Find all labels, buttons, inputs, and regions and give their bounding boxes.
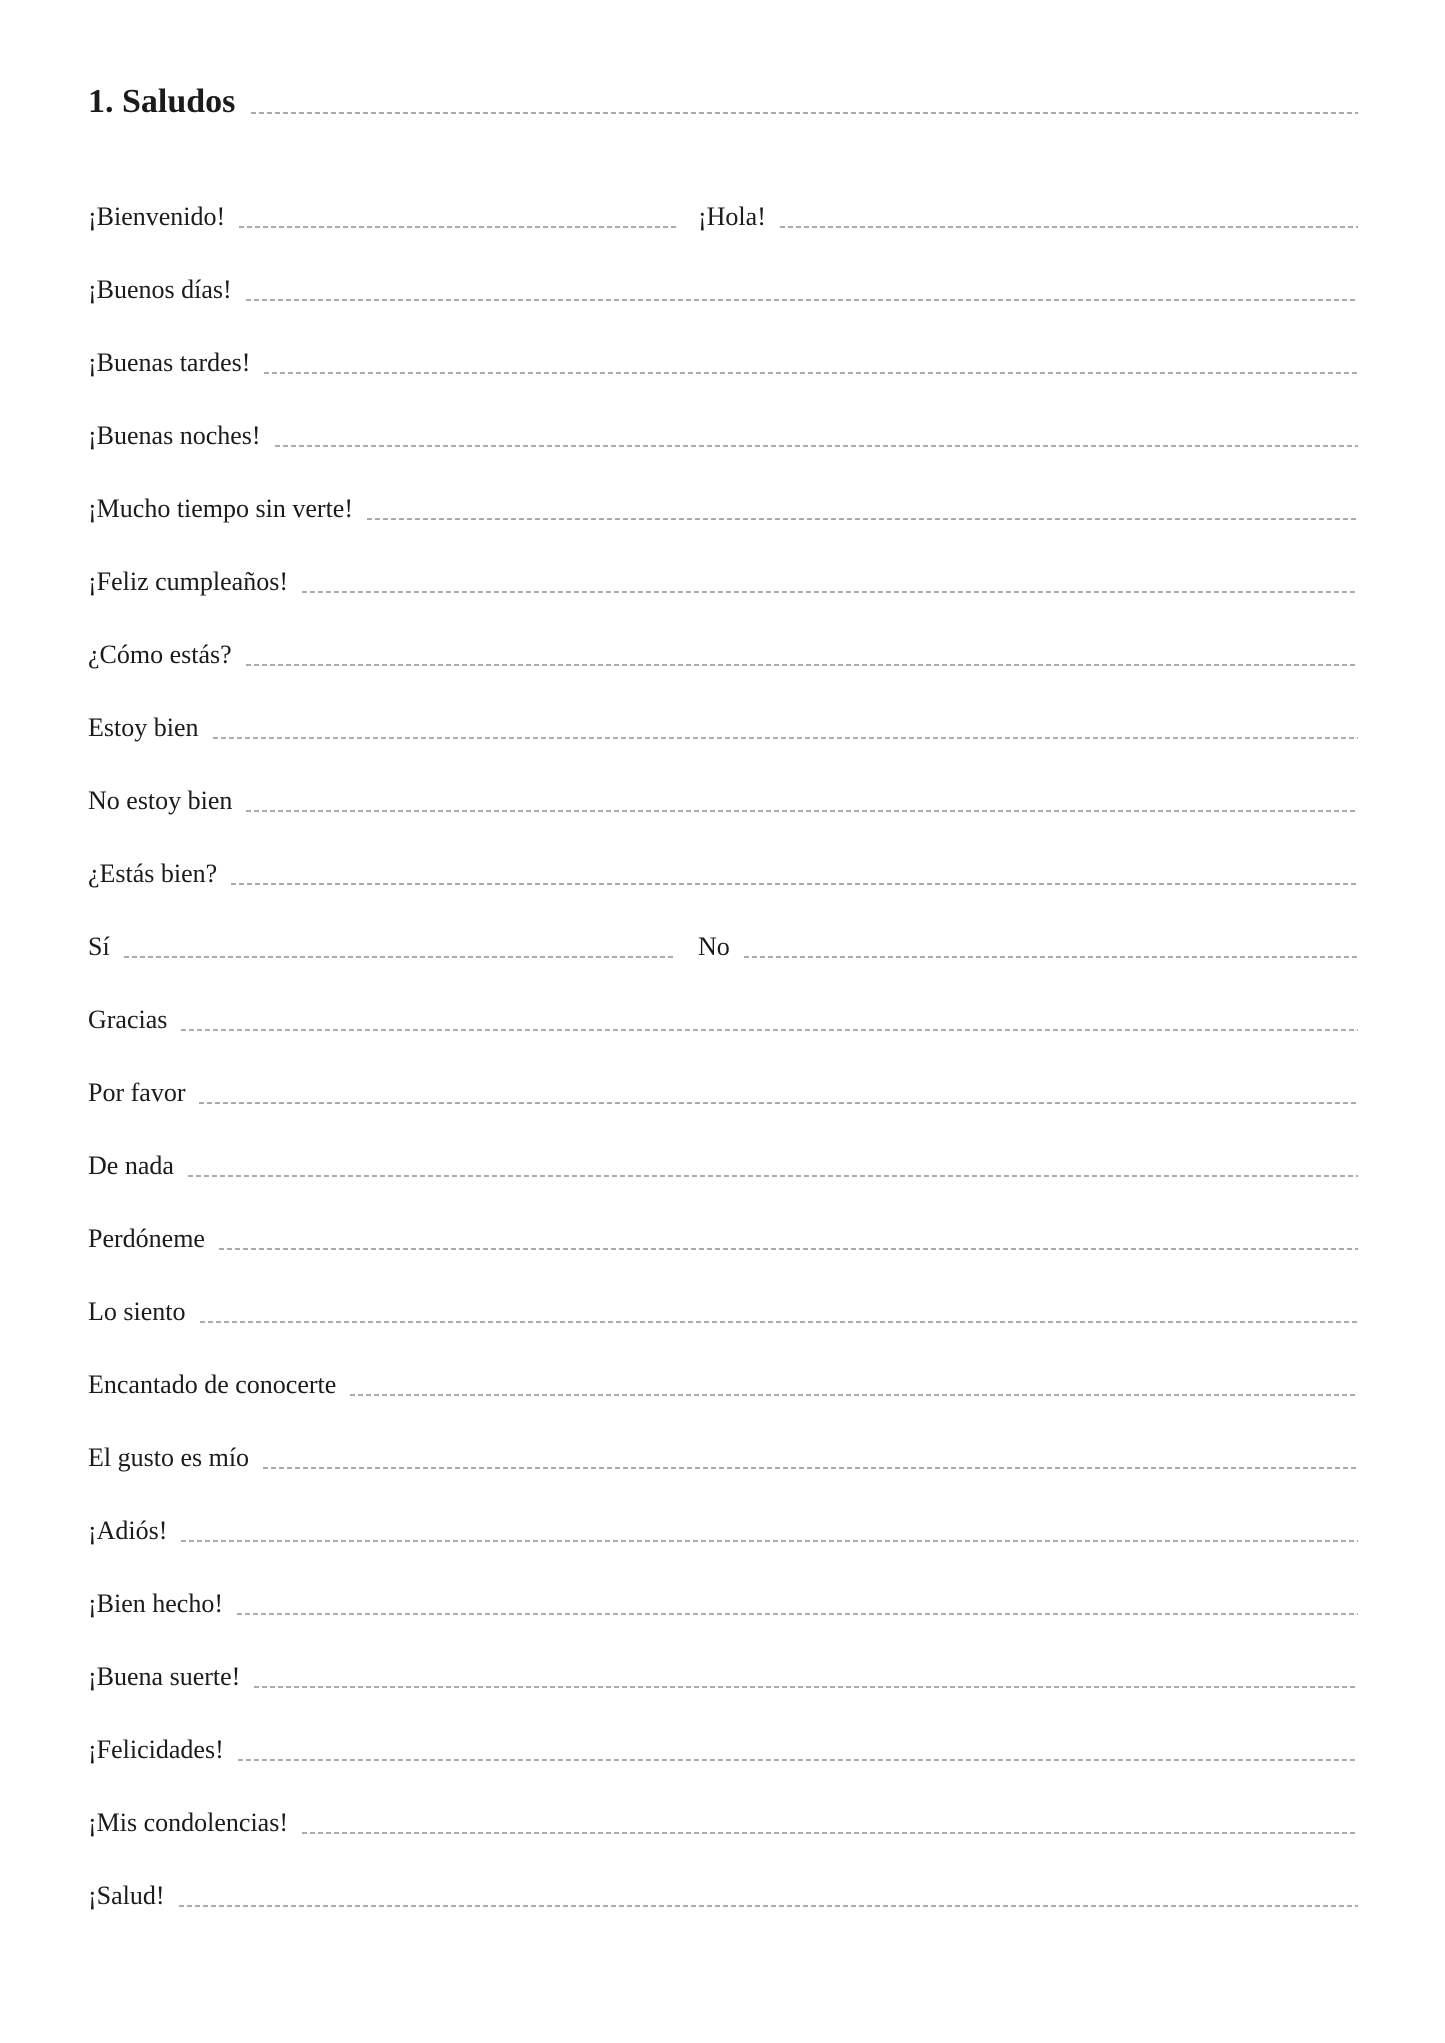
phrase-row: [88, 524, 1358, 597]
phrase-label: ¡Feliz cumpleaños!: [88, 567, 288, 597]
phrase-row: [88, 962, 1358, 1035]
phrase-label: ¿Cómo estás?: [88, 640, 232, 670]
phrase-label: ¡Buena suerte!: [88, 1662, 241, 1692]
page-title: 1. Saludos: [88, 82, 236, 120]
phrase-row: [88, 1327, 1358, 1400]
phrase-label: ¡Buenas tardes!: [88, 348, 251, 378]
answer-line: [239, 226, 676, 228]
phrase-row: [88, 1108, 1358, 1181]
phrase-label: Estoy bien: [88, 713, 199, 743]
phrase-label: ¡Mucho tiempo sin verte!: [88, 494, 353, 524]
phrase-label: Encantado de conocerte: [88, 1370, 337, 1400]
phrase-row: [88, 1254, 1358, 1327]
phrase-label: ¡Salud!: [88, 1881, 165, 1911]
phrase-row: [88, 743, 1358, 816]
phrase-row: [88, 451, 1358, 524]
phrase-row: [88, 1546, 1358, 1619]
answer-line: [350, 1394, 1358, 1396]
phrase-label: No: [698, 932, 730, 962]
phrase-row: [88, 1400, 1358, 1473]
phrase-label: Sí: [88, 932, 110, 962]
phrase-label: ¡Bienvenido!: [88, 202, 226, 232]
answer-line: [181, 1540, 1358, 1542]
answer-line: [263, 1467, 1358, 1469]
answer-line: [124, 956, 676, 958]
phrase-row: [88, 1838, 1358, 1911]
answer-line: [213, 737, 1359, 739]
phrase-label: ¡Bien hecho!: [88, 1589, 224, 1619]
answer-line: [744, 956, 1358, 958]
answer-line: [231, 883, 1358, 885]
phrase-label: El gusto es mío: [88, 1443, 250, 1473]
phrase-row: [88, 1619, 1358, 1692]
phrase-row: [88, 232, 1358, 305]
answer-line: [181, 1029, 1358, 1031]
phrase-row: [88, 305, 1358, 378]
phrase-row: [88, 1473, 1358, 1546]
phrase-label: ¿Estás bien?: [88, 859, 218, 889]
phrase-label: Gracias: [88, 1005, 168, 1035]
answer-line: [246, 299, 1358, 301]
answer-line: [179, 1905, 1358, 1907]
phrase-cell: [698, 202, 1358, 232]
answer-line: [275, 445, 1358, 447]
title-dotted-line: [251, 112, 1358, 114]
answer-line: [264, 372, 1358, 374]
phrase-row: [88, 816, 1358, 889]
answer-line: [238, 1759, 1358, 1761]
phrase-label: ¡Hola!: [698, 202, 766, 232]
answer-line: [246, 664, 1358, 666]
answer-line: [254, 1686, 1358, 1688]
answer-line: [302, 1832, 1358, 1834]
phrase-label: ¡Buenas noches!: [88, 421, 261, 451]
answer-line: [200, 1321, 1359, 1323]
phrase-label: Por favor: [88, 1078, 186, 1108]
phrase-label: De nada: [88, 1151, 174, 1181]
phrase-row: [88, 1181, 1358, 1254]
phrase-label: ¡Mis condolencias!: [88, 1808, 289, 1838]
phrase-cell: [88, 932, 676, 962]
phrase-list: [88, 159, 1358, 1911]
answer-line: [237, 1613, 1358, 1615]
phrase-row: [88, 1765, 1358, 1838]
phrase-row: [88, 159, 1358, 232]
phrase-label: ¡Adiós!: [88, 1516, 168, 1546]
phrase-row: [88, 597, 1358, 670]
answer-line: [219, 1248, 1358, 1250]
phrase-label: No estoy bien: [88, 786, 233, 816]
phrase-row: [88, 1035, 1358, 1108]
answer-line: [199, 1102, 1358, 1104]
answer-line: [302, 591, 1358, 593]
answer-line: [780, 226, 1358, 228]
phrase-label: ¡Buenos días!: [88, 275, 232, 305]
phrase-cell: [88, 202, 676, 232]
phrase-label: Lo siento: [88, 1297, 186, 1327]
phrase-row: [88, 889, 1358, 962]
phrase-label: ¡Felicidades!: [88, 1735, 224, 1765]
answer-line: [188, 1175, 1358, 1177]
section-heading-row: [88, 78, 1358, 120]
phrase-row: [88, 1692, 1358, 1765]
phrase-label: Perdóneme: [88, 1224, 205, 1254]
phrase-row: [88, 670, 1358, 743]
answer-line: [246, 810, 1358, 812]
phrase-cell: [698, 932, 1358, 962]
answer-line: [367, 518, 1358, 520]
phrase-row: [88, 378, 1358, 451]
